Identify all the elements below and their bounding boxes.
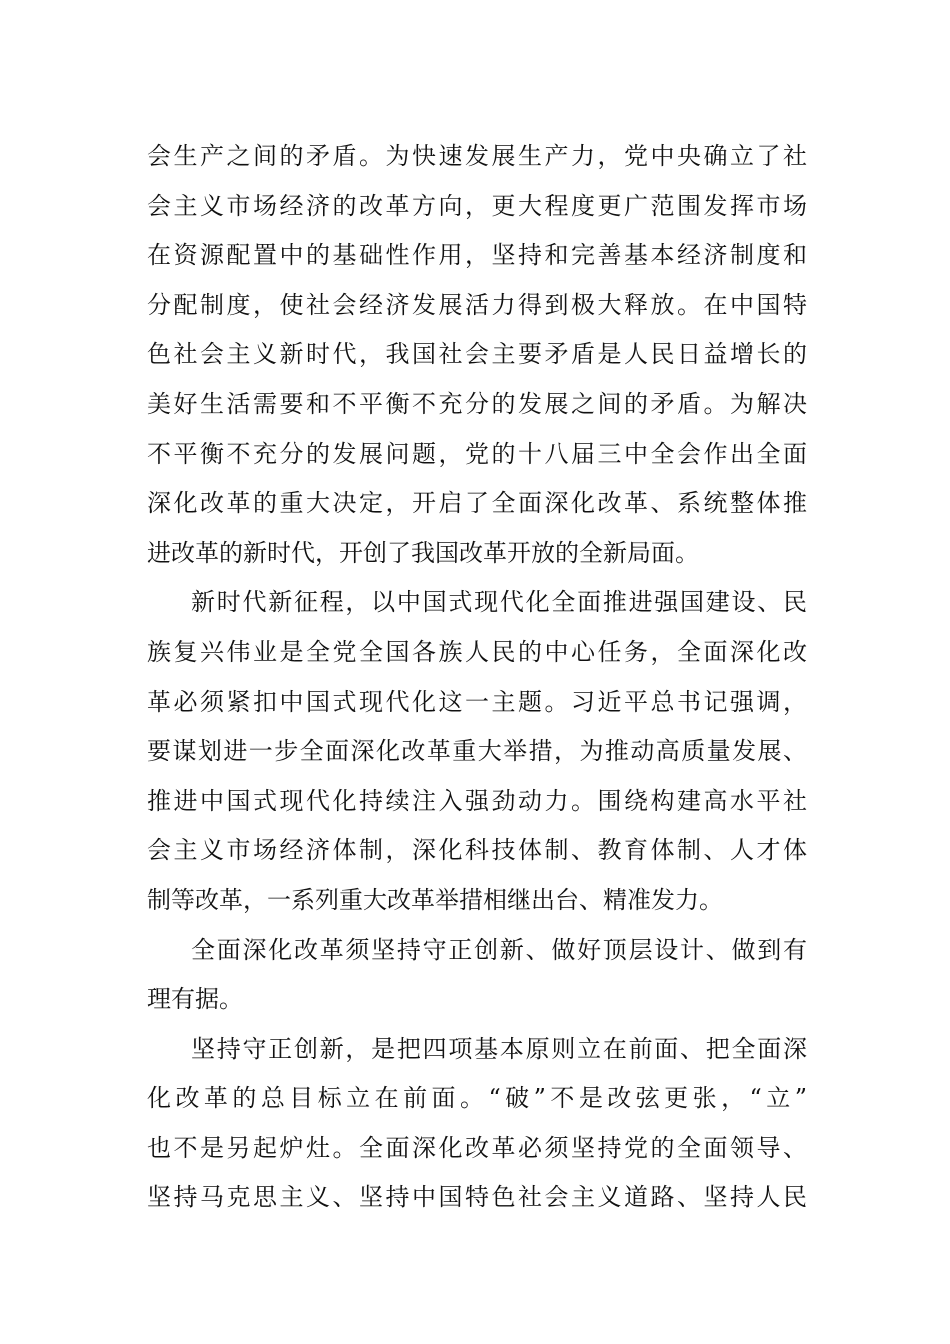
text-line: 新时代新征程，以中国式现代化全面推进强国建设、民: [191, 588, 807, 617]
text-line: 会生产之间的矛盾。为快速发展生产力，党中央确立了社: [147, 142, 807, 170]
text-line: 也不是另起炉灶。全面深化改革必须坚持党的全面领导、: [147, 1133, 807, 1162]
text-line: 进改革的新时代，开创了我国改革开放的全新局面。: [147, 538, 699, 567]
text-line: 全面深化改革须坚持守正创新、做好顶层设计、做到有: [191, 935, 807, 964]
text-line: 会主义市场经济体制，深化科技体制、教育体制、人才体: [147, 836, 807, 865]
text-line: 会主义市场经济的改革方向，更大程度更广范围发挥市场: [147, 191, 807, 220]
body-text: [147, 132, 807, 1223]
text-line: 坚持马克思主义、坚持中国特色社会主义道路、坚持人民: [147, 1183, 807, 1212]
text-line: 分配制度，使社会经济发展活力得到极大释放。在中国特: [147, 290, 807, 319]
text-line: 要谋划进一步全面深化改革重大举措，为推动高质量发展、: [147, 737, 807, 766]
text-line: 理有据。: [147, 985, 243, 1014]
text-line: 推进中国式现代化持续注入强劲动力。围绕构建高水平社: [147, 786, 807, 815]
text-line: 美好生活需要和不平衡不充分的发展之间的矛盾。为解决: [147, 389, 807, 418]
text-line: 不平衡不充分的发展问题，党的十八届三中全会作出全面: [147, 439, 807, 468]
text-line: 制等改革，一系列重大改革举措相继出台、精准发力。: [147, 885, 723, 914]
text-line: 族复兴伟业是全党全国各族人民的中心任务，全面深化改: [147, 637, 807, 666]
text-line: 深化改革的重大决定，开启了全面深化改革、系统整体推: [147, 489, 807, 518]
text-line: 坚持守正创新，是把四项基本原则立在前面、把全面深: [191, 1034, 807, 1063]
text-line: 在资源配置中的基础性作用，坚持和完善基本经济制度和: [147, 241, 807, 270]
text-line: 革必须紧扣中国式现代化这一主题。习近平总书记强调，: [147, 687, 807, 716]
text-line: 化改革的总目标立在前面。“破”不是改弦更张，“立”: [147, 1084, 807, 1113]
text-line: 色社会主义新时代，我国社会主要矛盾是人民日益增长的: [147, 340, 807, 369]
